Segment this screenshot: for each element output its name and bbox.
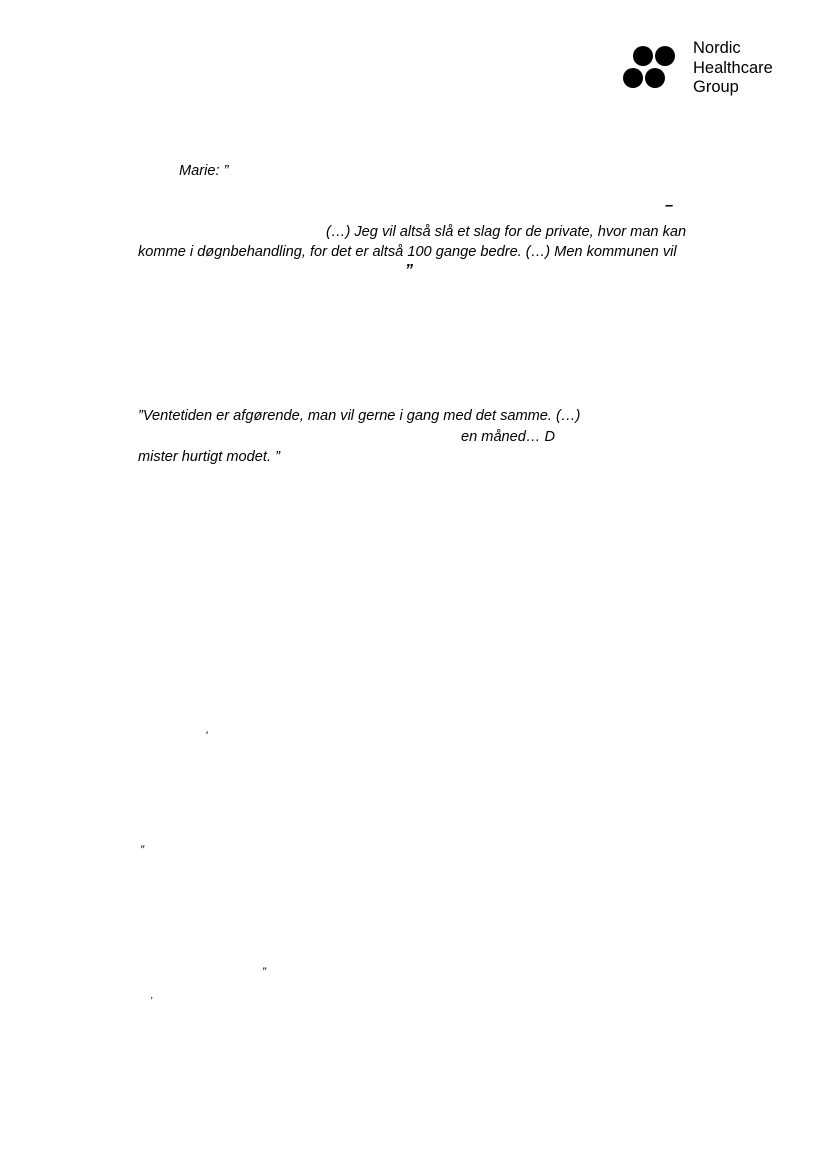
logo-wordmark <box>693 39 773 98</box>
stray-apostrophe-2: ’ <box>150 996 153 1007</box>
logo-line-1: Nordic <box>693 39 741 57</box>
logo-dot-icon <box>623 68 643 88</box>
nordic-healthcare-group-logo <box>622 41 797 97</box>
logo-dot-icon <box>645 68 665 88</box>
logo-dot-icon <box>633 46 653 66</box>
stray-quote-mark-2: ” <box>262 965 266 979</box>
waiting-quote-line-3: mister hurtigt modet. ” <box>138 449 280 465</box>
quote-close-mark: ” <box>405 262 413 279</box>
quote-line-1: (…) Jeg vil altså slå et slag for de private, hvor man kan <box>326 224 687 240</box>
quote-speaker: Marie: ” <box>179 163 229 179</box>
waiting-quote-line-1: ”Ventetiden er afgørende, man vil gerne i gang med det samme. (…) <box>138 408 581 424</box>
logo-dot-icon <box>655 46 675 66</box>
quote-line-2: komme i døgnbehandling, for det er altså 100 gange bedre. (…) Men kommunen vil <box>138 244 677 260</box>
stray-apostrophe-1: ’ <box>205 729 208 743</box>
stray-quote-mark-1: ” <box>140 843 144 857</box>
logo-line-3: Group <box>693 78 739 96</box>
logo-line-2: Healthcare <box>693 58 773 77</box>
quote-dash: – <box>665 198 674 214</box>
waiting-quote-line-2: en måned… D <box>461 429 556 445</box>
